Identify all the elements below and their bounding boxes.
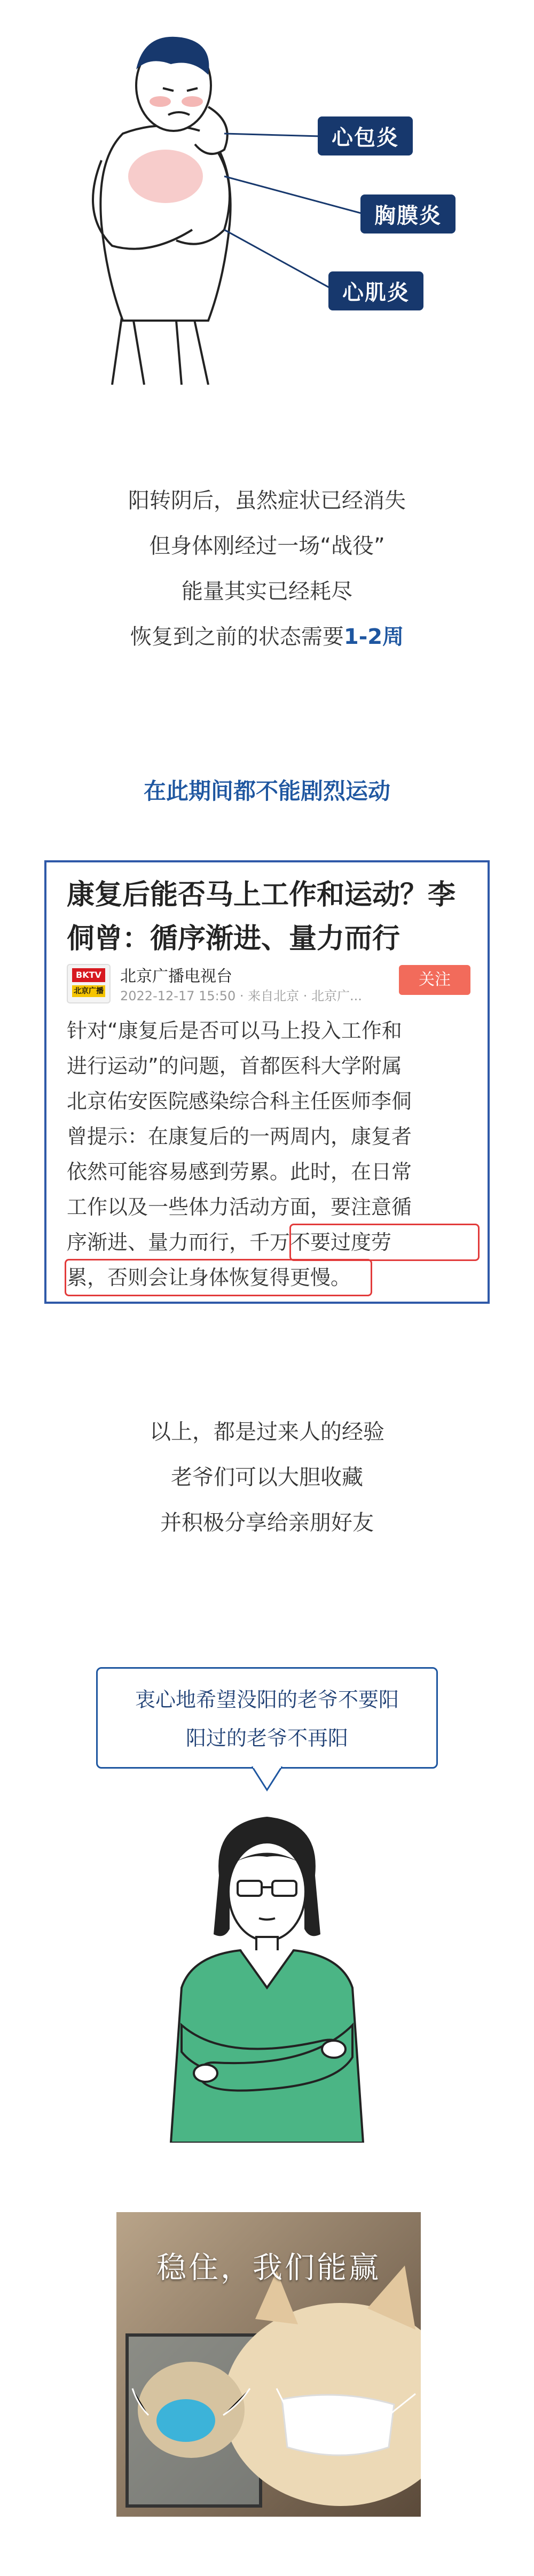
broadcaster-logo bbox=[67, 964, 111, 1003]
highlight-box bbox=[65, 1259, 372, 1296]
news-title-line: 康复后能否马上工作和运动？李 bbox=[67, 879, 456, 911]
follow-button[interactable]: 关注 bbox=[399, 965, 470, 995]
news-title bbox=[67, 873, 478, 961]
news-body-line: 曾提示：在康复后的一两周内，康复者 bbox=[67, 1125, 412, 1148]
intro-paragraph bbox=[0, 478, 534, 660]
bubble-line: 阳过的老爷不再阳 bbox=[185, 1726, 348, 1750]
wish-speech-bubble bbox=[96, 1667, 438, 1769]
bubble-tail bbox=[251, 1766, 283, 1793]
news-article-card bbox=[44, 860, 490, 1304]
pleurisy-tag: 胸膜炎 bbox=[360, 194, 456, 234]
news-source: 北京广播电视台 bbox=[120, 967, 232, 986]
news-body-line: 依然可能容易感到劳累。此时，在日常 bbox=[67, 1160, 412, 1184]
logo-bottom-text: 北京广播 bbox=[72, 985, 105, 997]
highlight-box bbox=[289, 1224, 480, 1261]
news-body-line: 北京佑安医院感染综合科主任医师李侗 bbox=[67, 1089, 412, 1113]
news-body-line: 序渐进、量力而行，千万不要过度劳 bbox=[67, 1231, 392, 1254]
news-meta: 2022-12-17 15:50 · 来自北京 · 北京广... bbox=[120, 989, 362, 1003]
crossed-arms-man-illustration bbox=[160, 1811, 374, 2143]
sick-man-drawing bbox=[32, 0, 513, 385]
outro-line: 并积极分享给亲朋好友 bbox=[160, 1511, 374, 1535]
bubble-line: 衷心地希望没阳的老爷不要阳 bbox=[135, 1688, 399, 1711]
outro-line: 以上，都是过来人的经验 bbox=[150, 1420, 384, 1444]
outro-line: 老爷们可以大胆收藏 bbox=[171, 1465, 363, 1490]
no-exercise-heading: 在此期间都不能剧烈运动 bbox=[143, 778, 390, 804]
recovery-line bbox=[0, 614, 534, 660]
intro-line: 能量其实已经耗尽 bbox=[182, 579, 352, 604]
cat-mask-meme-photo bbox=[116, 2212, 421, 2517]
news-body-line: 累，否则会让身体恢复得更慢。 bbox=[67, 1266, 351, 1289]
news-body-line: 进行运动”的问题，首都医科大学附属 bbox=[67, 1054, 402, 1078]
photo-caption: 稳住，我们能赢 bbox=[156, 2251, 381, 2285]
myocarditis-tag: 心肌炎 bbox=[328, 271, 423, 310]
news-title-line: 侗曾：循序渐进、量力而行 bbox=[67, 923, 400, 955]
news-body-line: 针对“康复后是否可以马上投入工作和 bbox=[67, 1019, 402, 1042]
recovery-duration: 1-2周 bbox=[343, 625, 404, 649]
intro-line: 但身体刚经过一场“战役” bbox=[149, 534, 385, 558]
news-body-line: 工作以及一些体力活动方面，要注意循 bbox=[67, 1195, 412, 1219]
pericarditis-tag: 心包炎 bbox=[318, 116, 413, 155]
chest-pain-illustration bbox=[32, 0, 513, 385]
logo-top-text: BKTV bbox=[72, 968, 105, 982]
intro-line: 阳转阴后，虽然症状已经消失 bbox=[128, 488, 406, 513]
recovery-prefix: 恢复到之前的状态需要 bbox=[130, 625, 344, 649]
outro-paragraph bbox=[0, 1410, 534, 1546]
